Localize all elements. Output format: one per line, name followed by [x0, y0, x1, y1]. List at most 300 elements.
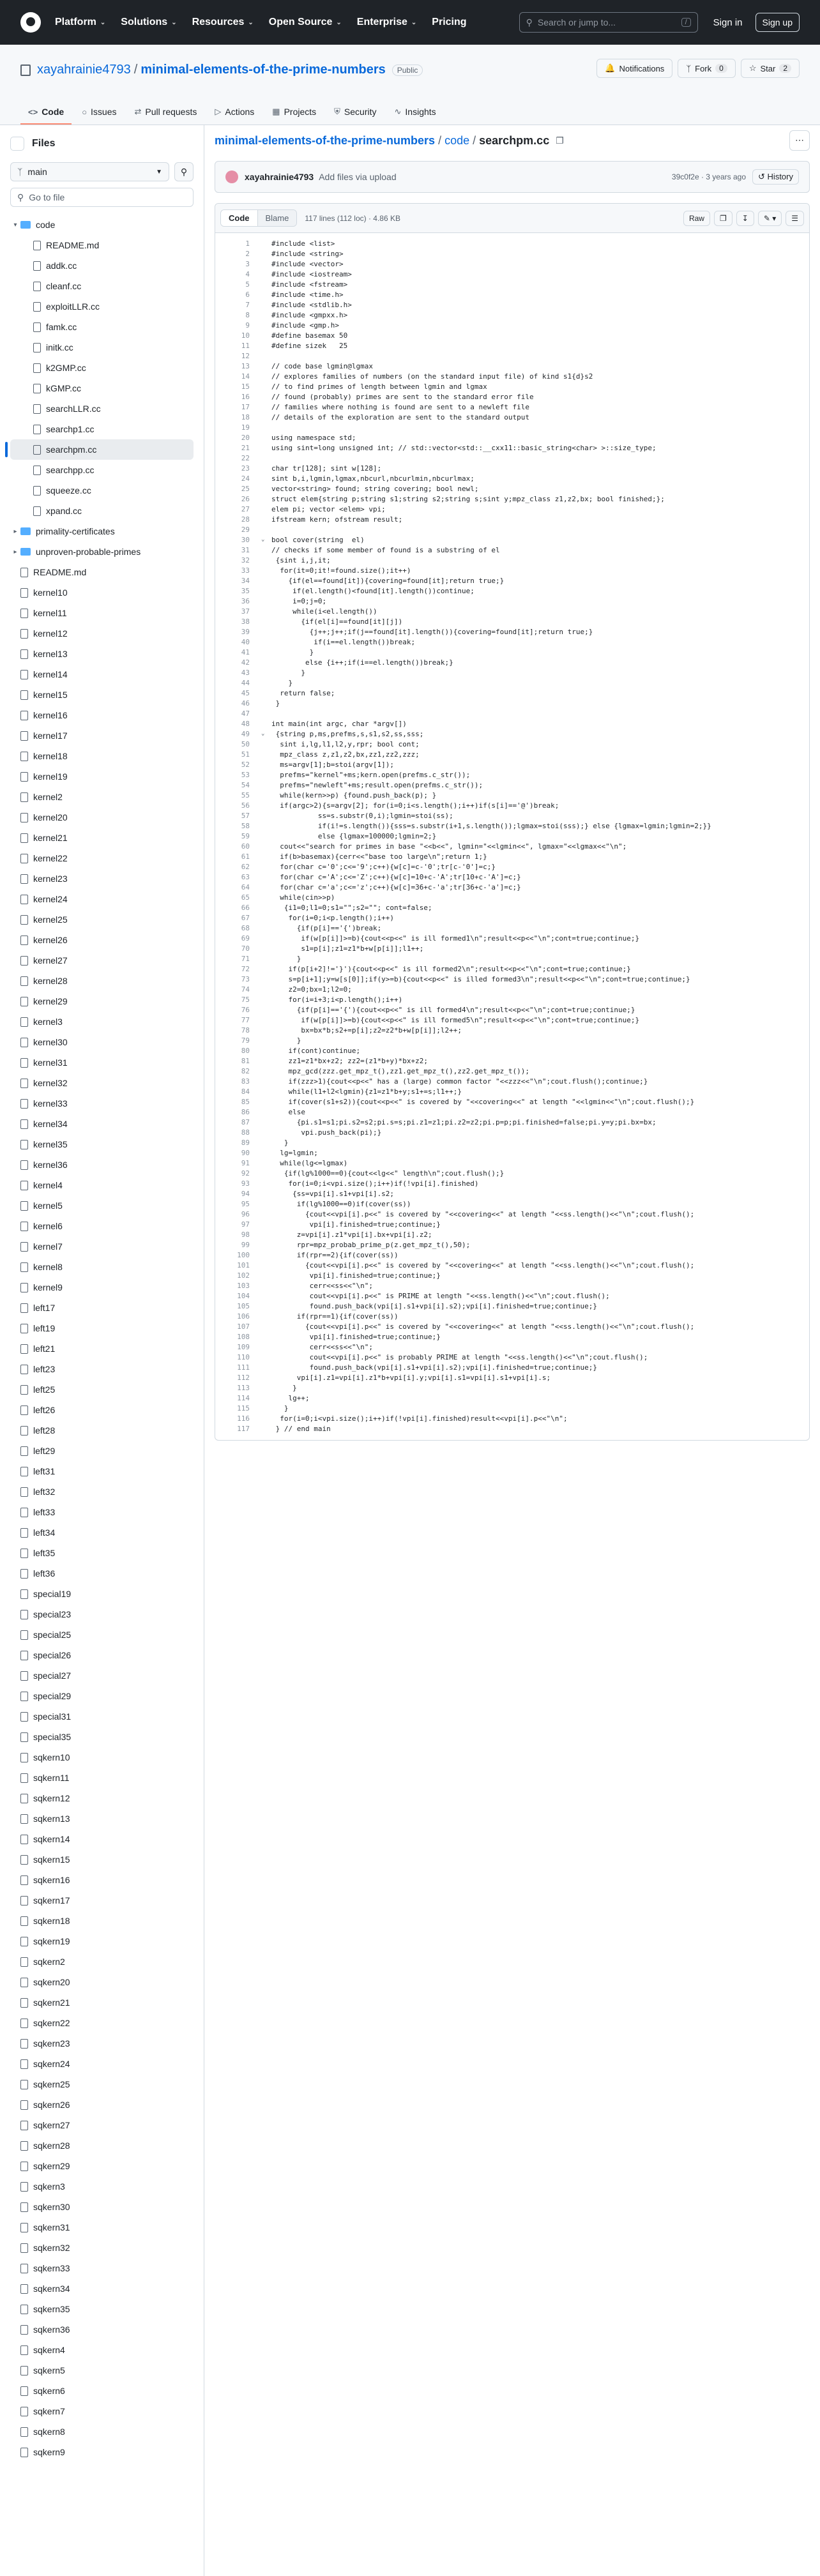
repo-owner-link[interactable]: xayahrainie4793 — [37, 63, 131, 77]
tree-file[interactable] — [10, 685, 194, 705]
line-number[interactable]: 38 — [241, 617, 250, 626]
tree-item-label: kernel19 — [33, 771, 68, 782]
tree-file[interactable] — [10, 2360, 194, 2381]
code-text: {if(p[i]=='{')break; — [271, 923, 382, 932]
nav-item-5[interactable]: Pricing — [432, 17, 467, 27]
line-number[interactable]: 103 — [237, 1281, 250, 1290]
line-number[interactable]: 50 — [241, 739, 250, 748]
tree-file[interactable] — [10, 276, 194, 296]
line-number[interactable]: 11 — [241, 341, 250, 350]
code-text: {j++;j++;if(j==found[it].length()){covering=found[it];return true;} — [271, 627, 593, 636]
file-icon — [20, 1119, 28, 1129]
nav-item-0[interactable]: Platform ⌄ — [55, 17, 106, 27]
line-number[interactable]: 99 — [241, 1240, 250, 1249]
branch-selector[interactable]: ᛉ main ▼ — [10, 162, 169, 181]
tree-file[interactable] — [10, 725, 194, 746]
line-number[interactable]: 2 — [245, 249, 250, 258]
line-number[interactable]: 74 — [241, 985, 250, 994]
line-number[interactable]: 67 — [241, 913, 250, 922]
line-number[interactable]: 60 — [241, 842, 250, 851]
line-number[interactable]: 110 — [237, 1352, 250, 1361]
line-number[interactable]: 18 — [241, 413, 250, 421]
tree-file[interactable] — [10, 2442, 194, 2462]
tree-file[interactable] — [10, 1870, 194, 1890]
line-number[interactable]: 117 — [237, 1424, 250, 1433]
line-number[interactable]: 58 — [241, 821, 250, 830]
tree-file[interactable] — [10, 1216, 194, 1236]
tree-file[interactable] — [10, 950, 194, 971]
tree-folder[interactable] — [10, 542, 194, 562]
line-number[interactable]: 53 — [241, 770, 250, 779]
line-number[interactable]: 94 — [241, 1189, 250, 1198]
line-number[interactable]: 10 — [241, 331, 250, 340]
tree-file[interactable] — [10, 644, 194, 664]
tree-file[interactable] — [10, 1461, 194, 1481]
tree-file[interactable] — [10, 1972, 194, 1992]
star-count: 2 — [779, 64, 791, 73]
nav-item-2[interactable]: Resources ⌄ — [192, 17, 254, 27]
line-number[interactable]: 62 — [241, 862, 250, 871]
tree-file[interactable] — [10, 1359, 194, 1379]
line-number[interactable]: 56 — [241, 801, 250, 810]
line-number[interactable]: 104 — [237, 1291, 250, 1300]
tree-file[interactable] — [10, 419, 194, 439]
commit-author[interactable]: xayahrainie4793 — [245, 172, 314, 182]
tree-item-label: kernel34 — [33, 1119, 68, 1129]
tree-file[interactable] — [10, 705, 194, 725]
line-number[interactable]: 24 — [241, 474, 250, 483]
copy-path-icon[interactable]: ❐ — [556, 135, 564, 146]
tab-issues[interactable]: ○ Issues — [82, 107, 117, 117]
line-number[interactable]: 41 — [241, 648, 250, 656]
tree-item-label: sqkern8 — [33, 2427, 65, 2437]
line-number[interactable]: 14 — [241, 372, 250, 381]
tree-file[interactable] — [10, 909, 194, 930]
tree-file[interactable] — [10, 378, 194, 398]
tree-file[interactable] — [10, 2340, 194, 2360]
tree-file[interactable] — [10, 1604, 194, 1625]
star-button[interactable]: ☆ Star 2 — [741, 59, 800, 78]
search-icon: ⚲ — [17, 192, 24, 202]
commit-message[interactable]: Add files via upload — [319, 172, 397, 182]
fold-chevron-icon[interactable]: ⌄ — [261, 536, 265, 543]
tree-file[interactable] — [10, 1747, 194, 1768]
line-number[interactable]: 89 — [241, 1138, 250, 1147]
avatar[interactable] — [225, 170, 238, 183]
line-number[interactable]: 26 — [241, 494, 250, 503]
tree-file[interactable] — [10, 1400, 194, 1420]
line-number[interactable]: 81 — [241, 1056, 250, 1065]
more-options-button[interactable] — [789, 130, 810, 151]
tree-file[interactable] — [10, 787, 194, 807]
line-number[interactable]: 34 — [241, 576, 250, 585]
tab-code[interactable]: <> Code — [20, 100, 72, 125]
code-text: found.push_back(vpi[i].s1+vpi[i].s2);vpi[i].finished=true;continue;} — [271, 1301, 597, 1310]
code-line — [215, 565, 809, 575]
tree-file[interactable] — [10, 358, 194, 378]
line-number[interactable]: 90 — [241, 1148, 250, 1157]
line-number[interactable]: 39 — [241, 627, 250, 636]
tree-file[interactable] — [10, 1257, 194, 1277]
tree-file[interactable] — [10, 2033, 194, 2054]
tree-file[interactable] — [10, 2074, 194, 2095]
line-number[interactable]: 77 — [241, 1015, 250, 1024]
line-number[interactable]: 112 — [237, 1373, 250, 1382]
tree-file[interactable] — [10, 2115, 194, 2135]
line-number[interactable]: 54 — [241, 780, 250, 789]
line-number[interactable]: 75 — [241, 995, 250, 1004]
line-number[interactable]: 49 — [241, 729, 250, 738]
line-number[interactable]: 63 — [241, 872, 250, 881]
tree-file[interactable] — [10, 2401, 194, 2421]
line-number[interactable]: 40 — [241, 637, 250, 646]
tree-file[interactable] — [10, 2258, 194, 2278]
go-to-file-input[interactable]: ⚲ Go to file — [10, 188, 194, 207]
tree-file[interactable] — [10, 460, 194, 480]
tree-file[interactable] — [10, 603, 194, 623]
code-text: z=vpi[i].z1*vpi[i].bx+vpi[i].z2; — [271, 1230, 432, 1239]
line-number[interactable]: 73 — [241, 974, 250, 983]
raw-button[interactable]: Raw — [683, 211, 710, 226]
tree-file[interactable] — [10, 1481, 194, 1502]
line-number[interactable]: 51 — [241, 750, 250, 759]
tree-file[interactable] — [10, 1543, 194, 1563]
line-number[interactable]: 61 — [241, 852, 250, 861]
sign-up-button[interactable]: Sign up — [755, 13, 800, 32]
line-number[interactable]: 66 — [241, 903, 250, 912]
tree-file[interactable] — [10, 439, 194, 460]
tree-file[interactable] — [10, 1645, 194, 1665]
line-number[interactable]: 107 — [237, 1322, 250, 1331]
line-number[interactable]: 83 — [241, 1077, 250, 1086]
line-number[interactable]: 95 — [241, 1199, 250, 1208]
line-number[interactable]: 85 — [241, 1097, 250, 1106]
tree-file[interactable] — [10, 1911, 194, 1931]
line-number[interactable]: 106 — [237, 1312, 250, 1321]
line-number[interactable]: 65 — [241, 893, 250, 902]
tree-file[interactable] — [10, 1073, 194, 1093]
tree-file[interactable] — [10, 1951, 194, 1972]
line-number[interactable]: 28 — [241, 515, 250, 524]
tree-file[interactable] — [10, 1338, 194, 1359]
tree-file[interactable] — [10, 623, 194, 644]
line-number[interactable]: 22 — [241, 453, 250, 462]
tree-file[interactable] — [10, 296, 194, 317]
tree-file[interactable] — [10, 1563, 194, 1584]
file-icon — [20, 1058, 28, 1068]
tree-file[interactable] — [10, 235, 194, 255]
line-number[interactable]: 45 — [241, 688, 250, 697]
tree-file[interactable] — [10, 828, 194, 848]
tree-file[interactable] — [10, 1625, 194, 1645]
edit-icon[interactable]: ✎ ▾ — [758, 211, 782, 226]
tab-pull-requests[interactable]: ⇄ Pull requests — [134, 107, 197, 117]
tree-file[interactable] — [10, 1420, 194, 1441]
tree-file[interactable] — [10, 868, 194, 889]
line-number[interactable]: 19 — [241, 423, 250, 432]
tree-file[interactable] — [10, 2156, 194, 2176]
tree-file[interactable] — [10, 1706, 194, 1727]
line-number[interactable]: 102 — [237, 1271, 250, 1280]
line-number[interactable]: 115 — [237, 1404, 250, 1413]
tree-file[interactable] — [10, 562, 194, 582]
tree-file[interactable] — [10, 1890, 194, 1911]
tree-file[interactable] — [10, 1114, 194, 1134]
tree-item-label: left26 — [33, 1405, 56, 1415]
line-number[interactable]: 57 — [241, 811, 250, 820]
tree-file[interactable] — [10, 1441, 194, 1461]
tree-file[interactable] — [10, 398, 194, 419]
line-number[interactable]: 29 — [241, 525, 250, 534]
tree-file[interactable] — [10, 2381, 194, 2401]
line-number[interactable]: 105 — [237, 1301, 250, 1310]
tree-file[interactable] — [10, 1992, 194, 2013]
tab-code[interactable]: Code — [221, 210, 258, 226]
tree-file[interactable] — [10, 2238, 194, 2258]
chevron-right-icon[interactable]: ▸ — [13, 548, 17, 556]
line-number[interactable]: 86 — [241, 1107, 250, 1116]
line-number[interactable]: 76 — [241, 1005, 250, 1014]
collapse-sidebar-icon[interactable] — [10, 137, 24, 151]
line-number[interactable]: 9 — [245, 321, 250, 330]
line-number[interactable]: 71 — [241, 954, 250, 963]
commit-sha[interactable]: 39c0f2e — [671, 172, 699, 181]
fold-chevron-icon[interactable]: ⌄ — [261, 731, 265, 737]
tree-folder[interactable] — [10, 215, 194, 235]
code-line — [215, 861, 809, 872]
tree-file[interactable] — [10, 2135, 194, 2156]
line-number[interactable]: 1 — [245, 239, 250, 248]
tree-file[interactable] — [10, 480, 194, 501]
line-number[interactable]: 47 — [241, 709, 250, 718]
nav-item-3[interactable]: Open Source ⌄ — [268, 17, 342, 27]
tree-file[interactable] — [10, 1093, 194, 1114]
line-number[interactable]: 6 — [245, 290, 250, 299]
line-number[interactable]: 64 — [241, 883, 250, 891]
tree-file[interactable] — [10, 1768, 194, 1788]
line-number[interactable]: 78 — [241, 1026, 250, 1034]
line-number[interactable]: 21 — [241, 443, 250, 452]
tree-file[interactable] — [10, 1011, 194, 1032]
tree-file[interactable] — [10, 1052, 194, 1073]
line-number[interactable]: 111 — [237, 1363, 250, 1372]
line-number[interactable]: 100 — [237, 1250, 250, 1259]
line-number[interactable]: 52 — [241, 760, 250, 769]
line-number[interactable]: 31 — [241, 545, 250, 554]
line-number[interactable]: 32 — [241, 556, 250, 564]
line-number[interactable]: 113 — [237, 1383, 250, 1392]
tree-file[interactable] — [10, 848, 194, 868]
line-number[interactable]: 114 — [237, 1393, 250, 1402]
tree-file[interactable] — [10, 1277, 194, 1298]
line-number[interactable]: 37 — [241, 607, 250, 616]
tree-folder[interactable] — [10, 521, 194, 542]
line-number[interactable]: 5 — [245, 280, 250, 289]
file-icon — [20, 670, 28, 679]
tree-file[interactable] — [10, 1522, 194, 1543]
line-number[interactable]: 20 — [241, 433, 250, 442]
tree-file[interactable] — [10, 1665, 194, 1686]
line-number[interactable]: 80 — [241, 1046, 250, 1055]
tree-file[interactable] — [10, 746, 194, 766]
line-number[interactable]: 12 — [241, 351, 250, 360]
tab-projects[interactable]: ▦ Projects — [272, 107, 317, 117]
line-number[interactable]: 116 — [237, 1414, 250, 1423]
tree-file[interactable] — [10, 2197, 194, 2217]
line-number[interactable]: 4 — [245, 269, 250, 278]
tree-file[interactable] — [10, 2095, 194, 2115]
line-number[interactable]: 91 — [241, 1158, 250, 1167]
file-icon — [20, 752, 28, 761]
line-number[interactable]: 16 — [241, 392, 250, 401]
copy-icon[interactable]: ❐ — [714, 211, 733, 226]
line-number[interactable]: 8 — [245, 310, 250, 319]
line-number[interactable]: 35 — [241, 586, 250, 595]
code-text: #include <gmpxx.h> — [271, 310, 348, 319]
tree-file[interactable] — [10, 1788, 194, 1808]
line-number[interactable]: 82 — [241, 1066, 250, 1075]
line-number[interactable]: 93 — [241, 1179, 250, 1188]
line-number[interactable]: 42 — [241, 658, 250, 667]
tab-actions[interactable]: ▷ Actions — [215, 107, 255, 117]
code-text: for(i=0;i<vpi.size();i++)if(!vpi[i].finished)result<<vpi[i].p<<"\n"; — [271, 1414, 568, 1423]
tree-file[interactable] — [10, 501, 194, 521]
download-icon[interactable]: ↧ — [736, 211, 754, 226]
tree-file[interactable] — [10, 255, 194, 276]
line-number[interactable]: 46 — [241, 699, 250, 708]
code-text: using namespace std; — [271, 433, 356, 442]
tree-file[interactable] — [10, 2319, 194, 2340]
line-number[interactable]: 68 — [241, 923, 250, 932]
github-logo-icon[interactable] — [20, 12, 41, 33]
line-number[interactable]: 69 — [241, 934, 250, 943]
line-number[interactable]: 108 — [237, 1332, 250, 1341]
sign-in-link[interactable]: Sign in — [713, 17, 743, 28]
tree-file[interactable] — [10, 2176, 194, 2197]
tree-file[interactable] — [10, 1686, 194, 1706]
code-line — [215, 299, 809, 310]
chevron-down-icon[interactable]: ▾ — [13, 221, 17, 229]
tree-file[interactable] — [10, 1318, 194, 1338]
tree-file[interactable] — [10, 1032, 194, 1052]
tree-file[interactable] — [10, 971, 194, 991]
history-button[interactable]: ↺ History — [752, 169, 799, 185]
tree-file[interactable] — [10, 1155, 194, 1175]
tree-file[interactable] — [10, 2013, 194, 2033]
line-number[interactable]: 87 — [241, 1118, 250, 1126]
tree-file[interactable] — [10, 664, 194, 685]
line-number[interactable]: 25 — [241, 484, 250, 493]
code-text: cerr<<ss<<"\n"; — [271, 1342, 373, 1351]
tree-file[interactable] — [10, 1298, 194, 1318]
line-number[interactable]: 98 — [241, 1230, 250, 1239]
file-icon — [20, 915, 28, 925]
tree-file[interactable] — [10, 2217, 194, 2238]
repo-name-link[interactable]: minimal-elements-of-the-prime-numbers — [140, 63, 386, 77]
fork-button[interactable]: ᛉ Fork 0 — [678, 59, 736, 78]
line-number[interactable]: 33 — [241, 566, 250, 575]
line-number[interactable]: 7 — [245, 300, 250, 309]
line-number[interactable]: 109 — [237, 1342, 250, 1351]
tree-item-label: initk.cc — [46, 342, 73, 352]
tree-file[interactable] — [10, 1134, 194, 1155]
tab-insights[interactable]: ∿ Insights — [394, 107, 436, 117]
line-number[interactable]: 30 — [241, 535, 250, 544]
tree-file[interactable] — [10, 2278, 194, 2299]
line-number[interactable]: 96 — [241, 1209, 250, 1218]
tree-file[interactable] — [10, 1931, 194, 1951]
line-number[interactable]: 23 — [241, 464, 250, 473]
tree-file[interactable] — [10, 1195, 194, 1216]
line-number[interactable]: 3 — [245, 259, 250, 268]
line-number[interactable]: 79 — [241, 1036, 250, 1045]
breadcrumb-folder[interactable]: code — [444, 133, 470, 147]
line-number[interactable]: 59 — [241, 831, 250, 840]
tree-file[interactable] — [10, 1502, 194, 1522]
tree-file[interactable] — [10, 766, 194, 787]
line-number[interactable]: 27 — [241, 504, 250, 513]
line-number[interactable]: 17 — [241, 402, 250, 411]
line-number[interactable]: 70 — [241, 944, 250, 953]
search-files-button[interactable] — [174, 162, 194, 181]
tree-file[interactable] — [10, 1584, 194, 1604]
tree-file[interactable] — [10, 1236, 194, 1257]
tree-file[interactable] — [10, 1808, 194, 1829]
tab-blame[interactable]: Blame — [258, 210, 297, 226]
tree-file[interactable] — [10, 2054, 194, 2074]
file-icon — [20, 792, 28, 802]
line-number[interactable]: 101 — [237, 1261, 250, 1269]
tree-file[interactable] — [10, 930, 194, 950]
line-number[interactable]: 84 — [241, 1087, 250, 1096]
tree-file[interactable] — [10, 991, 194, 1011]
tree-file[interactable] — [10, 582, 194, 603]
tree-file[interactable] — [10, 1727, 194, 1747]
symbols-panel-icon[interactable]: ☰ — [786, 211, 804, 226]
line-number[interactable]: 97 — [241, 1220, 250, 1229]
line-number[interactable]: 15 — [241, 382, 250, 391]
tree-file[interactable] — [10, 1849, 194, 1870]
tree-file[interactable] — [10, 2299, 194, 2319]
nav-item-1[interactable]: Solutions ⌄ — [121, 17, 177, 27]
line-number[interactable]: 44 — [241, 678, 250, 687]
tree-file[interactable] — [10, 807, 194, 828]
tree-file[interactable] — [10, 1175, 194, 1195]
tree-file[interactable] — [10, 889, 194, 909]
search-input[interactable]: ⚲ Search or jump to... / — [519, 12, 698, 33]
line-number[interactable]: 88 — [241, 1128, 250, 1137]
chevron-right-icon[interactable]: ▸ — [13, 527, 17, 535]
tree-file[interactable] — [10, 1829, 194, 1849]
line-number[interactable]: 36 — [241, 596, 250, 605]
line-number[interactable]: 13 — [241, 361, 250, 370]
line-number[interactable]: 55 — [241, 791, 250, 799]
tab-security[interactable]: ⛨ Security — [334, 107, 377, 117]
tree-file[interactable] — [10, 337, 194, 358]
line-number[interactable]: 92 — [241, 1169, 250, 1178]
nav-item-4[interactable]: Enterprise ⌄ — [356, 17, 417, 27]
line-number[interactable]: 72 — [241, 964, 250, 973]
code-line — [215, 514, 809, 524]
tree-file[interactable] — [10, 317, 194, 337]
tree-file[interactable] — [10, 1379, 194, 1400]
line-number[interactable]: 48 — [241, 719, 250, 728]
tree-file[interactable] — [10, 2421, 194, 2442]
notifications-button[interactable]: 🔔 Notifications — [596, 59, 672, 78]
tab-icon: ○ — [82, 107, 87, 117]
breadcrumb-repo[interactable]: minimal-elements-of-the-prime-numbers — [215, 133, 436, 147]
line-number[interactable]: 43 — [241, 668, 250, 677]
